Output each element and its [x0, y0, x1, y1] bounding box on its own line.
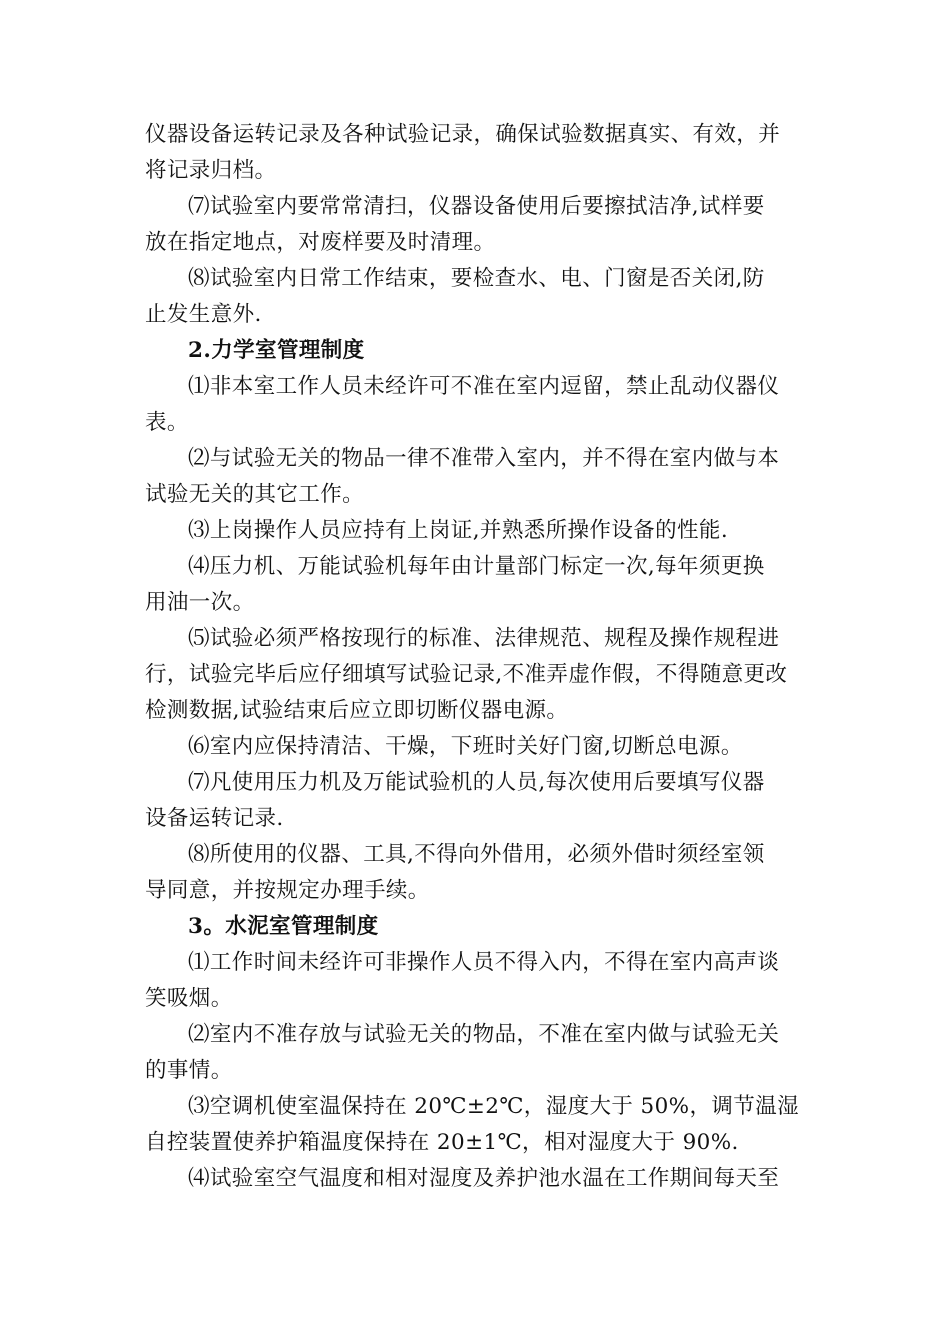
text-line: 自控装置使养护箱温度保持在 20±1℃，相对湿度大于 90%. — [145, 1130, 739, 1155]
text-line: ⑵室内不准存放与试验无关的物品，不准在室内做与试验无关 — [188, 1022, 780, 1047]
text-line: ⑻所使用的仪器、工具,不得向外借用，必须外借时须经室领 — [188, 842, 765, 867]
text-line: 笑吸烟。 — [145, 986, 233, 1011]
document-page — [145, 117, 805, 1197]
text-line: ⑶空调机使室温保持在 20℃±2℃，湿度大于 50%，调节温湿 — [188, 1094, 800, 1119]
text-line: 表。 — [145, 410, 189, 435]
text-line: 将记录归档。 — [145, 158, 277, 183]
text-line: ⑴工作时间未经许可非操作人员不得入内，不得在室内高声谈 — [188, 950, 780, 975]
text-line: ⑴非本室工作人员未经许可不准在室内逗留，禁止乱动仪器仪 — [188, 374, 780, 399]
text-line: 仪器设备运转记录及各种试验记录，确保试验数据真实、有效，并 — [145, 122, 781, 147]
text-line: ⑸试验必须严格按现行的标准、法律规范、规程及操作规程进 — [188, 626, 780, 651]
text-line: ⑻试验室内日常工作结束，要检查水、电、门窗是否关闭,防 — [188, 266, 765, 291]
text-line: ⑷试验室空气温度和相对湿度及养护池水温在工作期间每天至 — [188, 1166, 780, 1191]
text-line: ⑷压力机、万能试验机每年由计量部门标定一次,每年须更换 — [188, 554, 765, 579]
text-line: ⑹室内应保持清洁、干燥，下班时关好门窗,切断总电源。 — [188, 734, 743, 759]
text-line: 导同意，并按规定办理手续。 — [145, 878, 430, 903]
section-heading: 2.力学室管理制度 — [188, 338, 365, 363]
text-line: 止发生意外. — [145, 302, 262, 327]
text-line: ⑶上岗操作人员应持有上岗证,并熟悉所操作设备的性能. — [188, 518, 729, 543]
text-line: 放在指定地点，对废样要及时清理。 — [145, 230, 496, 255]
text-line: 检测数据,试验结束后应立即切断仪器电源。 — [145, 698, 569, 723]
text-line: ⑺试验室内要常常清扫，仪器设备使用后要擦拭洁净,试样要 — [188, 194, 765, 219]
text-line: 用油一次。 — [145, 590, 255, 615]
text-line: 设备运转记录. — [145, 806, 284, 831]
text-line: 的事情。 — [145, 1058, 233, 1083]
text-line: ⑵与试验无关的物品一律不准带入室内，并不得在室内做与本 — [188, 446, 780, 471]
text-line: 试验无关的其它工作。 — [145, 482, 365, 507]
text-line: ⑺凡使用压力机及万能试验机的人员,每次使用后要填写仪器 — [188, 770, 765, 795]
text-line: 行，试验完毕后应仔细填写试验记录,不准弄虚作假，不得随意更改 — [145, 662, 788, 687]
section-heading: 3。水泥室管理制度 — [188, 914, 379, 939]
